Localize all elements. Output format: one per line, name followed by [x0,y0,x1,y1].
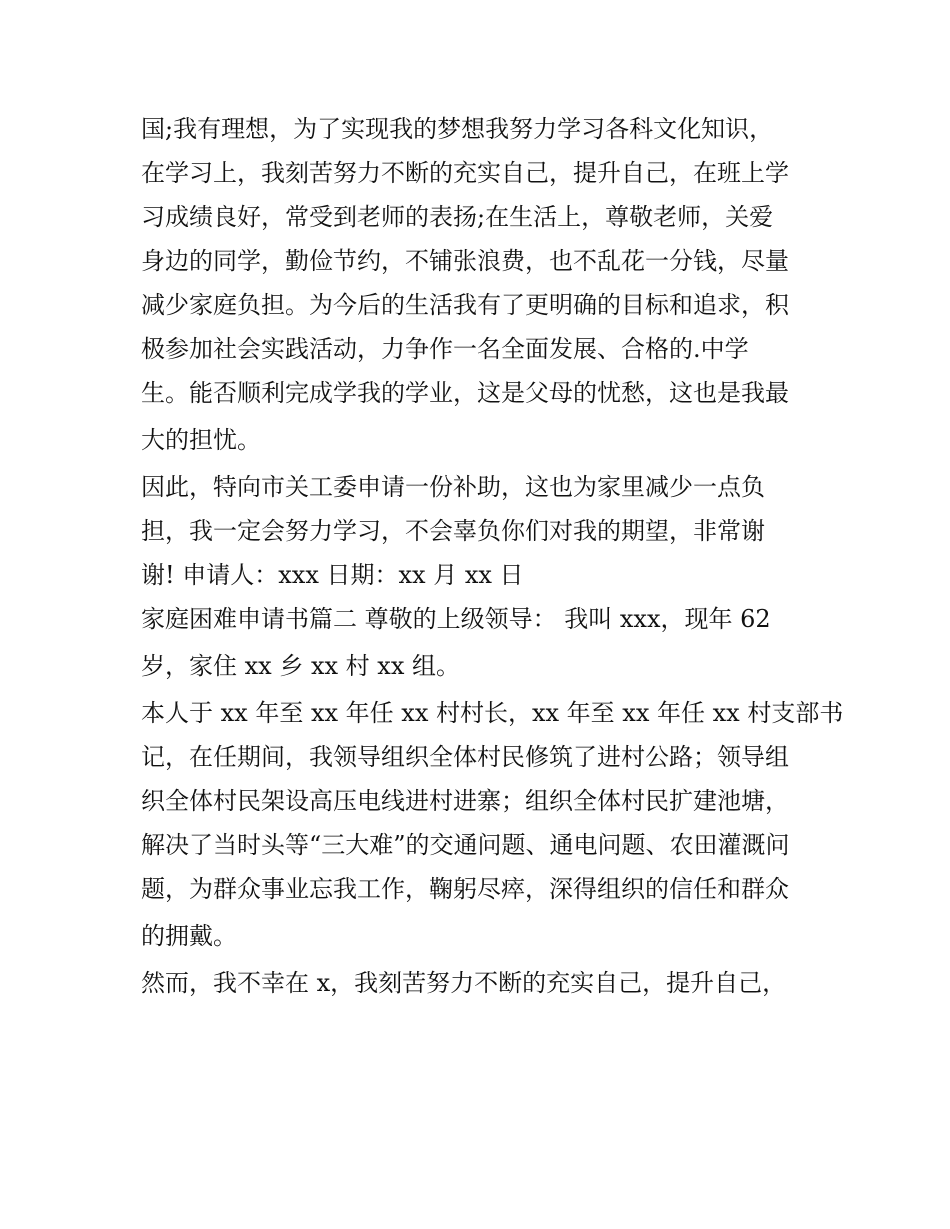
text-line: 大的担忧。 [141,426,261,454]
text-line: 因此，特向市关工委申请一份补助，这也为家里减少一点负 [141,473,765,501]
text-line: 本人于 xx 年至 xx 年任 xx 村村长，xx 年至 xx 年任 xx 村支部书 [141,699,844,727]
text-line: 然而，我不幸在 x，我刻苦努力不断的充实自己，提升自己， [141,969,787,997]
text-line: 习成绩良好，常受到老师的表扬;在生活上，尊敬老师，关爱 [141,203,774,231]
text-line: 家庭困难申请书篇二 尊敬的上级领导： 我叫 xxx，现年 62 [141,605,771,633]
text-line: 身边的同学，勤俭节约，不铺张浪费，也不乱花一分钱，尽量 [141,247,789,275]
text-line: 解决了当时头等“三大难”的交通问题、通电问题、农田灌溉问 [141,831,790,859]
text-line: 担，我一定会努力学习，不会辜负你们对我的期望，非常谢 [141,517,765,545]
text-line: 减少家庭负担。为今后的生活我有了更明确的目标和追求，积 [141,291,789,319]
text-line: 的拥戴。 [141,922,237,950]
text-line: 岁，家住 xx 乡 xx 村 xx 组。 [141,652,460,680]
text-line: 在学习上，我刻苦努力不断的充实自己，提升自己，在班上学 [141,159,789,187]
text-line: 题，为群众事业忘我工作，鞠躬尽瘁，深得组织的信任和群众 [141,875,789,903]
text-line: 谢! 申请人：xxx 日期：xx 月 xx 日 [141,561,524,589]
text-line: 国;我有理想，为了实现我的梦想我努力学习各科文化知识， [141,115,774,143]
text-line: 记，在任期间，我领导组织全体村民修筑了进村公路；领导组 [141,743,789,771]
text-line: 极参加社会实践活动，力争作一名全面发展、合格的.中学 [141,335,749,363]
text-line: 织全体村民架设高压电线进村进寨；组织全体村民扩建池塘， [141,787,789,815]
document-body [141,107,844,1005]
text-line: 生。能否顺利完成学我的学业，这是父母的忧愁，这也是我最 [141,379,789,407]
